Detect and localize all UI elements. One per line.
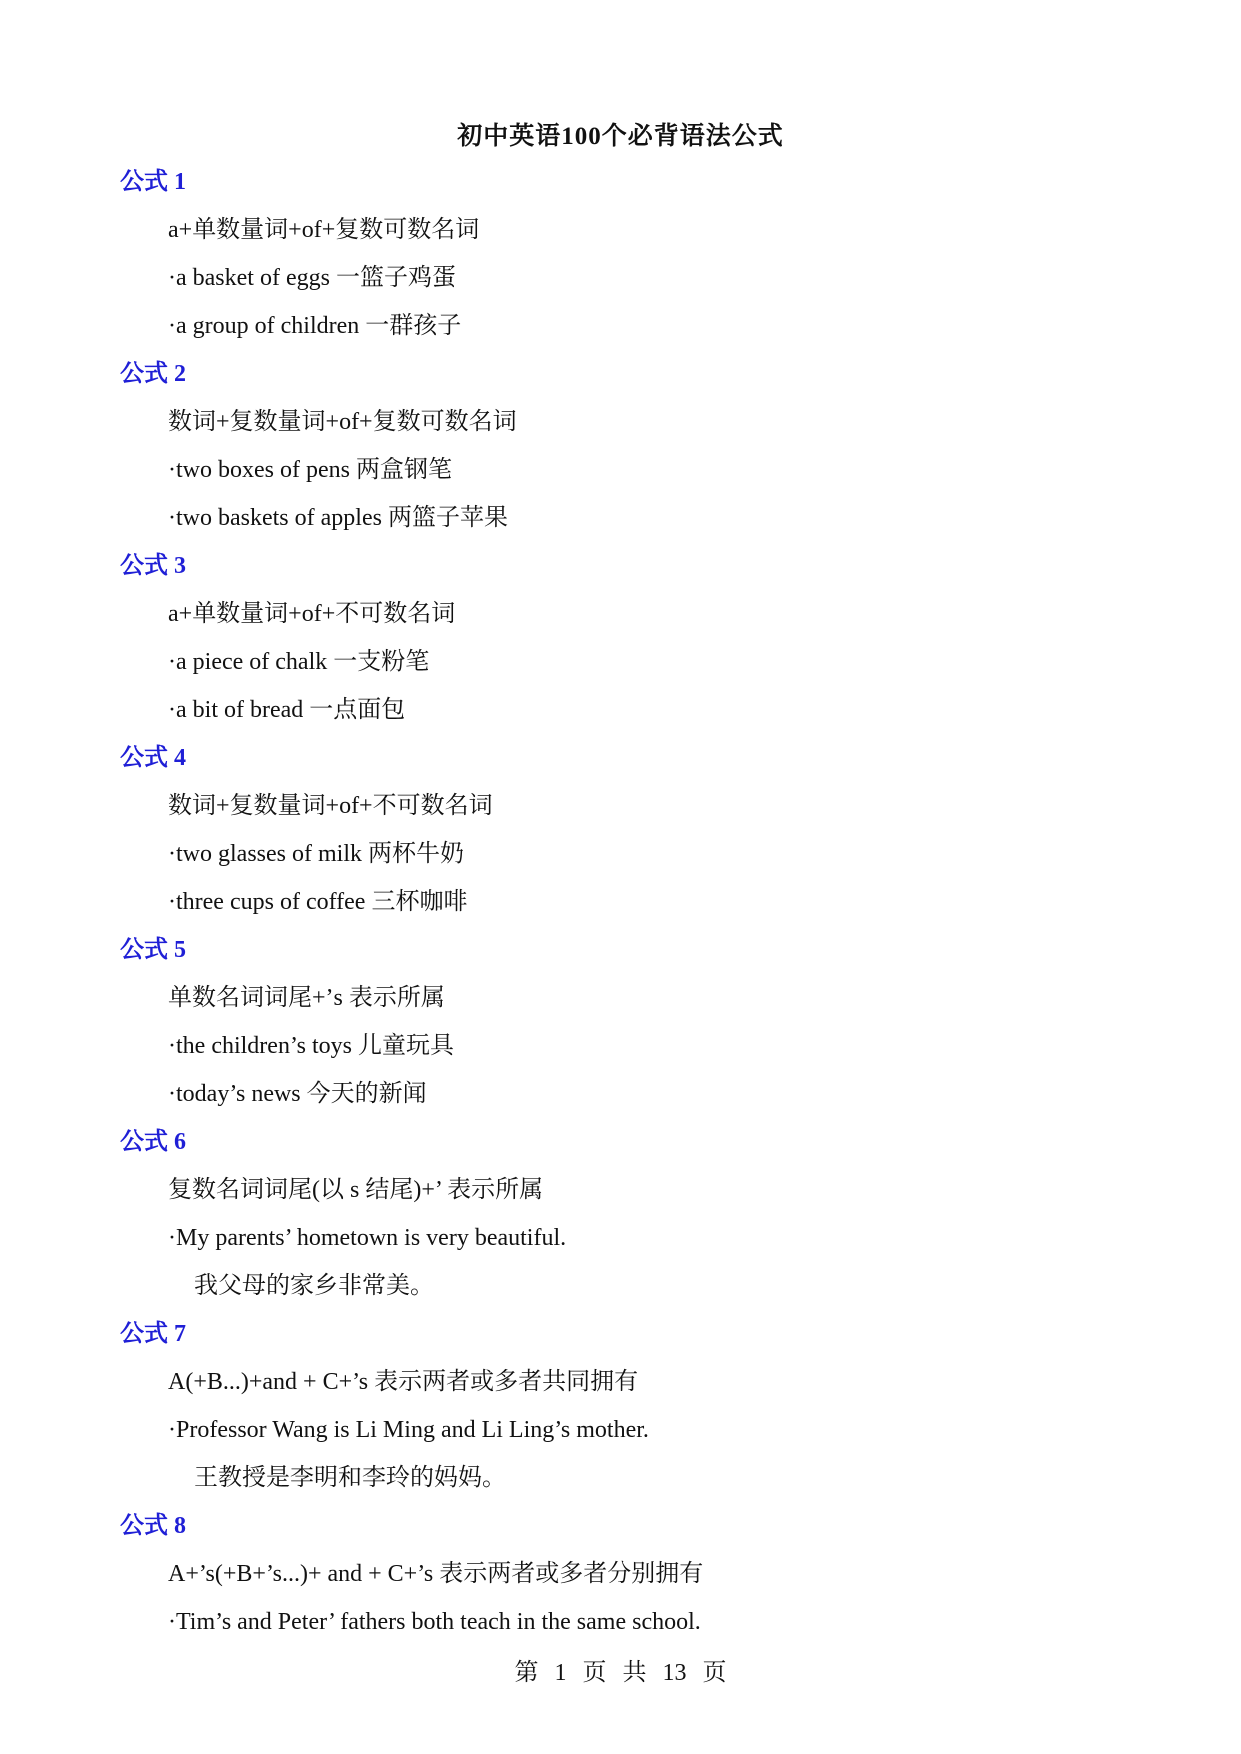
formula-heading: 公式 7 — [120, 1321, 186, 1347]
formula-rule: 复数名词词尾(以 s 结尾)+’ 表示所属 — [168, 1177, 544, 1203]
formula-example: ·a group of children 一群孩子 — [168, 313, 462, 339]
formula-example: ·a piece of chalk 一支粉笔 — [168, 649, 430, 675]
formula-section-6 — [120, 1118, 1130, 1310]
formula-example: ·Tim’s and Peter’ fathers both teach in the same school. — [168, 1609, 701, 1635]
formula-example: ·two glasses of milk 两杯牛奶 — [168, 841, 464, 867]
formula-heading: 公式 2 — [120, 361, 186, 387]
formula-heading: 公式 6 — [120, 1129, 186, 1155]
formula-example: ·a bit of bread 一点面包 — [168, 697, 406, 723]
formula-translation: 我父母的家乡非常美。 — [194, 1273, 434, 1299]
formula-example: ·two baskets of apples 两篮子苹果 — [168, 505, 508, 531]
formula-section-3 — [120, 542, 1130, 734]
formula-rule: a+单数量词+of+复数可数名词 — [168, 217, 480, 243]
formula-heading: 公式 1 — [120, 169, 186, 195]
formula-example: ·three cups of coffee 三杯咖啡 — [168, 889, 468, 915]
formula-rule: A(+B...)+and + C+’s 表示两者或多者共同拥有 — [168, 1369, 639, 1395]
formula-example: ·today’s news 今天的新闻 — [168, 1081, 427, 1107]
formula-heading: 公式 8 — [120, 1513, 186, 1539]
formula-rule: 单数名词词尾+’s 表示所属 — [168, 985, 445, 1011]
formula-section-1 — [120, 158, 1130, 350]
formula-translation: 王教授是李明和李玲的妈妈。 — [194, 1465, 506, 1491]
formula-example: ·the children’s toys 儿童玩具 — [168, 1033, 454, 1059]
formula-rule: a+单数量词+of+不可数名词 — [168, 601, 456, 627]
formula-heading: 公式 5 — [120, 937, 186, 963]
formula-heading: 公式 3 — [120, 553, 186, 579]
formula-section-8 — [120, 1502, 1130, 1646]
formula-example: ·My parents’ hometown is very beautiful. — [168, 1225, 567, 1251]
document-title: 初中英语100个必背语法公式 — [457, 123, 784, 150]
formula-example: ·two boxes of pens 两盒钢笔 — [168, 457, 452, 483]
formula-section-4 — [120, 734, 1130, 926]
formula-section-7 — [120, 1310, 1130, 1502]
page-number-footer: 第 1 页 共 13 页 — [514, 1660, 727, 1686]
formula-rule: 数词+复数量词+of+复数可数名词 — [168, 409, 517, 435]
formula-example: ·Professor Wang is Li Ming and Li Ling’s mother. — [168, 1417, 649, 1443]
formula-section-5 — [120, 926, 1130, 1118]
formula-section-2 — [120, 350, 1130, 542]
formula-rule: 数词+复数量词+of+不可数名词 — [168, 793, 493, 819]
formula-rule: A+’s(+B+’s...)+ and + C+’s 表示两者或多者分别拥有 — [168, 1561, 704, 1587]
formula-heading: 公式 4 — [120, 745, 186, 771]
formula-example: ·a basket of eggs 一篮子鸡蛋 — [168, 265, 456, 291]
formula-list — [120, 158, 1130, 1646]
